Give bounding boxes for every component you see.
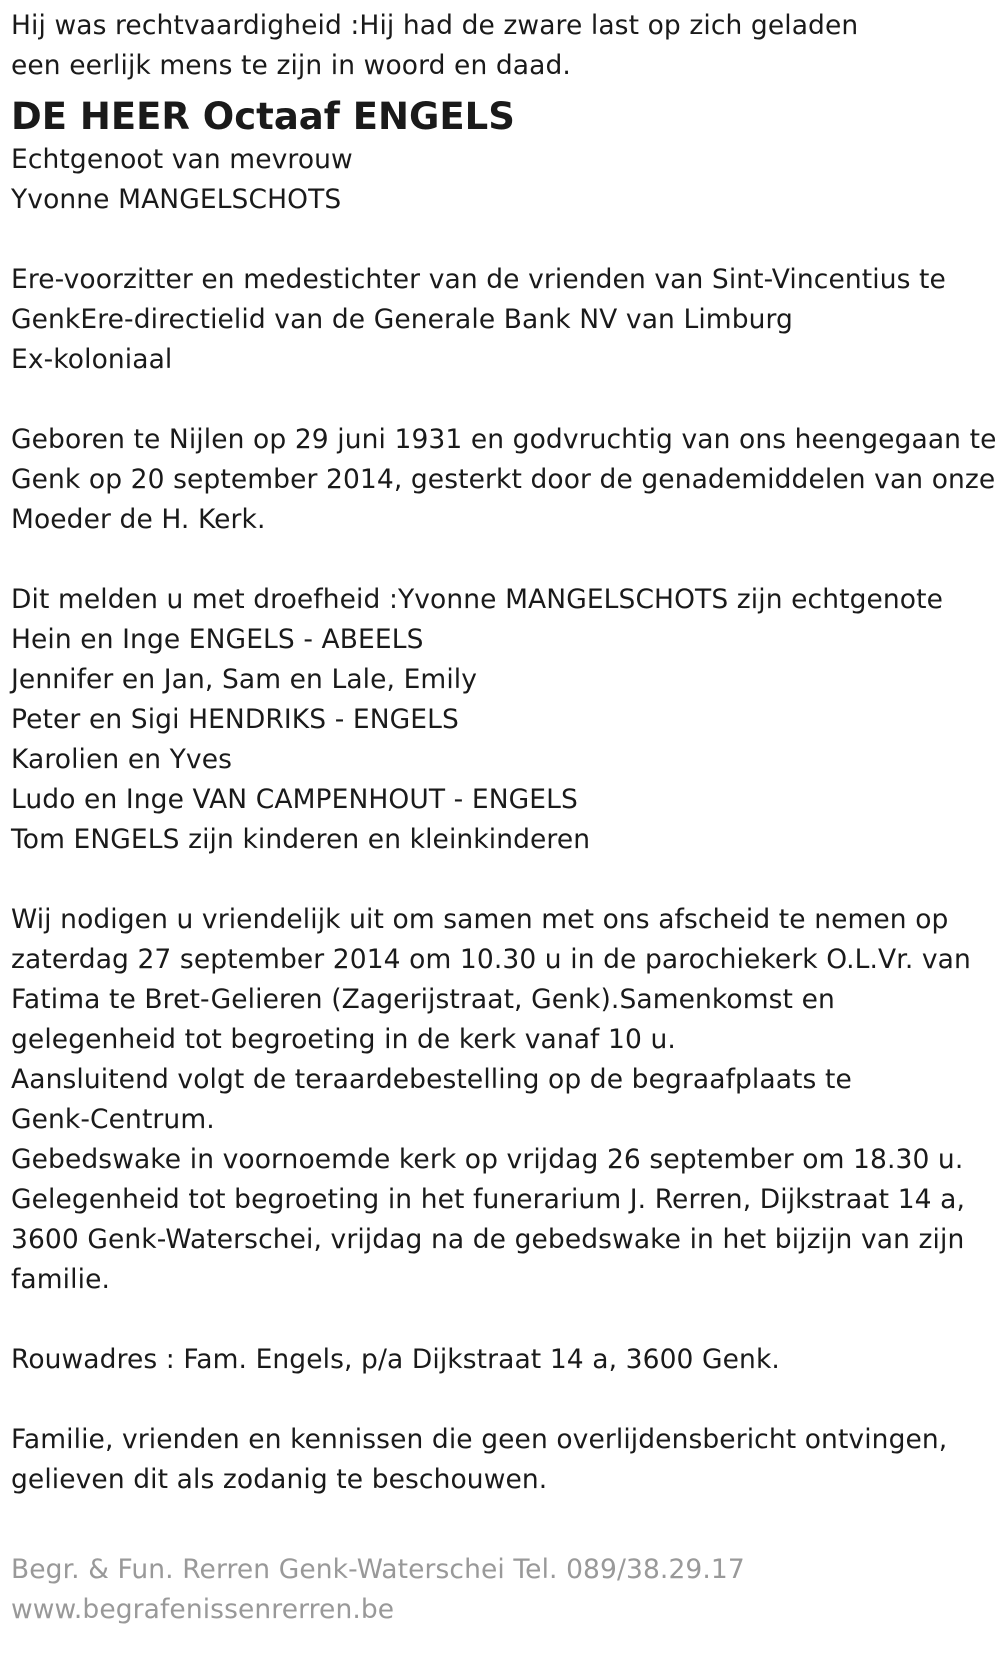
funeral-home-contact: Begr. & Fun. Rerren Genk-Waterschei Tel. 089/38.29.17 xyxy=(11,1554,745,1585)
family-line: Tom ENGELS zijn kinderen en kleinkinderen xyxy=(11,824,591,855)
ceremony-line: gelegenheid tot begroeting in de kerk vanaf 10 u. xyxy=(11,1024,676,1055)
funeral-home-footer xyxy=(11,1550,996,1630)
spacer xyxy=(11,380,996,420)
spouse-line: Echtgenoot van mevrouw xyxy=(11,144,353,175)
funeral-home-website: www.begrafenissenrerren.be xyxy=(11,1594,395,1625)
mourning-address: Rouwadres : Fam. Engels, p/a Dijkstraat 14 a, 3600 Genk. xyxy=(11,1344,780,1375)
family-line: Peter en Sigi HENDRIKS - ENGELS xyxy=(11,704,459,735)
closing-line: gelieven dit als zodanig te beschouwen. xyxy=(11,1464,548,1495)
birth-death-line: Moeder de H. Kerk. xyxy=(11,504,266,535)
role-line: GenkEre-directielid van de Generale Bank NV van Limburg xyxy=(11,304,793,335)
family-line: Karolien en Yves xyxy=(11,744,233,775)
ceremony-line: Genk-Centrum. xyxy=(11,1104,215,1135)
ceremony-line: Fatima te Bret-Gelieren (Zagerijstraat, Genk).Samenkomst en xyxy=(11,984,835,1015)
birth-death-block xyxy=(11,420,996,540)
birth-death-line: Geboren te Nijlen op 29 juni 1931 en godvruchtig van ons heengegaan te xyxy=(11,424,997,455)
ceremony-line: zaterdag 27 september 2014 om 10.30 u in de parochiekerk O.L.Vr. van xyxy=(11,944,971,975)
family-line: Jennifer en Jan, Sam en Lale, Emily xyxy=(11,664,478,695)
spacer xyxy=(11,1380,996,1420)
roles-block xyxy=(11,260,996,380)
ceremony-line: Wij nodigen u vriendelijk uit om samen met ons afscheid te nemen op xyxy=(11,904,949,935)
family-line: Hein en Inge ENGELS - ABEELS xyxy=(11,624,424,655)
verse-line: een eerlijk mens te zijn in woord en daad. xyxy=(11,50,571,81)
family-line: Dit melden u met droefheid :Yvonne MANGELSCHOTS zijn echtgenote xyxy=(11,584,944,615)
spacer xyxy=(11,1300,996,1340)
verse-block xyxy=(11,6,996,86)
ceremony-line: familie. xyxy=(11,1264,110,1295)
birth-death-line: Genk op 20 september 2014, gesterkt door de genademiddelen van onze xyxy=(11,464,996,495)
address-block xyxy=(11,1340,996,1380)
family-block xyxy=(11,580,996,860)
ceremony-line: Gebedswake in voornoemde kerk op vrijdag 26 september om 18.30 u. xyxy=(11,1144,964,1175)
verse-line: Hij was rechtvaardigheid :Hij had de zware last op zich geladen xyxy=(11,10,859,41)
obituary-notice xyxy=(11,6,996,1630)
spacer xyxy=(11,860,996,900)
family-line: Ludo en Inge VAN CAMPENHOUT - ENGELS xyxy=(11,784,578,815)
ceremony-line: Aansluitend volgt de teraardebestelling op de begraafplaats te xyxy=(11,1064,852,1095)
ceremony-line: 3600 Genk-Waterschei, vrijdag na de gebedswake in het bijzijn van zijn xyxy=(11,1224,965,1255)
ceremony-line: Gelegenheid tot begroeting in het funerarium J. Rerren, Dijkstraat 14 a, xyxy=(11,1184,966,1215)
spacer xyxy=(11,1500,996,1550)
deceased-name-title: DE HEER Octaaf ENGELS xyxy=(11,95,515,138)
closing-block xyxy=(11,1420,996,1500)
closing-line: Familie, vrienden en kennissen die geen overlijdensbericht ontvingen, xyxy=(11,1424,948,1455)
spouse-line: Yvonne MANGELSCHOTS xyxy=(11,184,342,215)
role-line: Ere-voorzitter en medestichter van de vrienden van Sint-Vincentius te xyxy=(11,264,946,295)
spouse-block xyxy=(11,140,996,220)
spacer xyxy=(11,220,996,260)
spacer xyxy=(11,540,996,580)
ceremony-block xyxy=(11,900,996,1300)
role-line: Ex-koloniaal xyxy=(11,344,173,375)
